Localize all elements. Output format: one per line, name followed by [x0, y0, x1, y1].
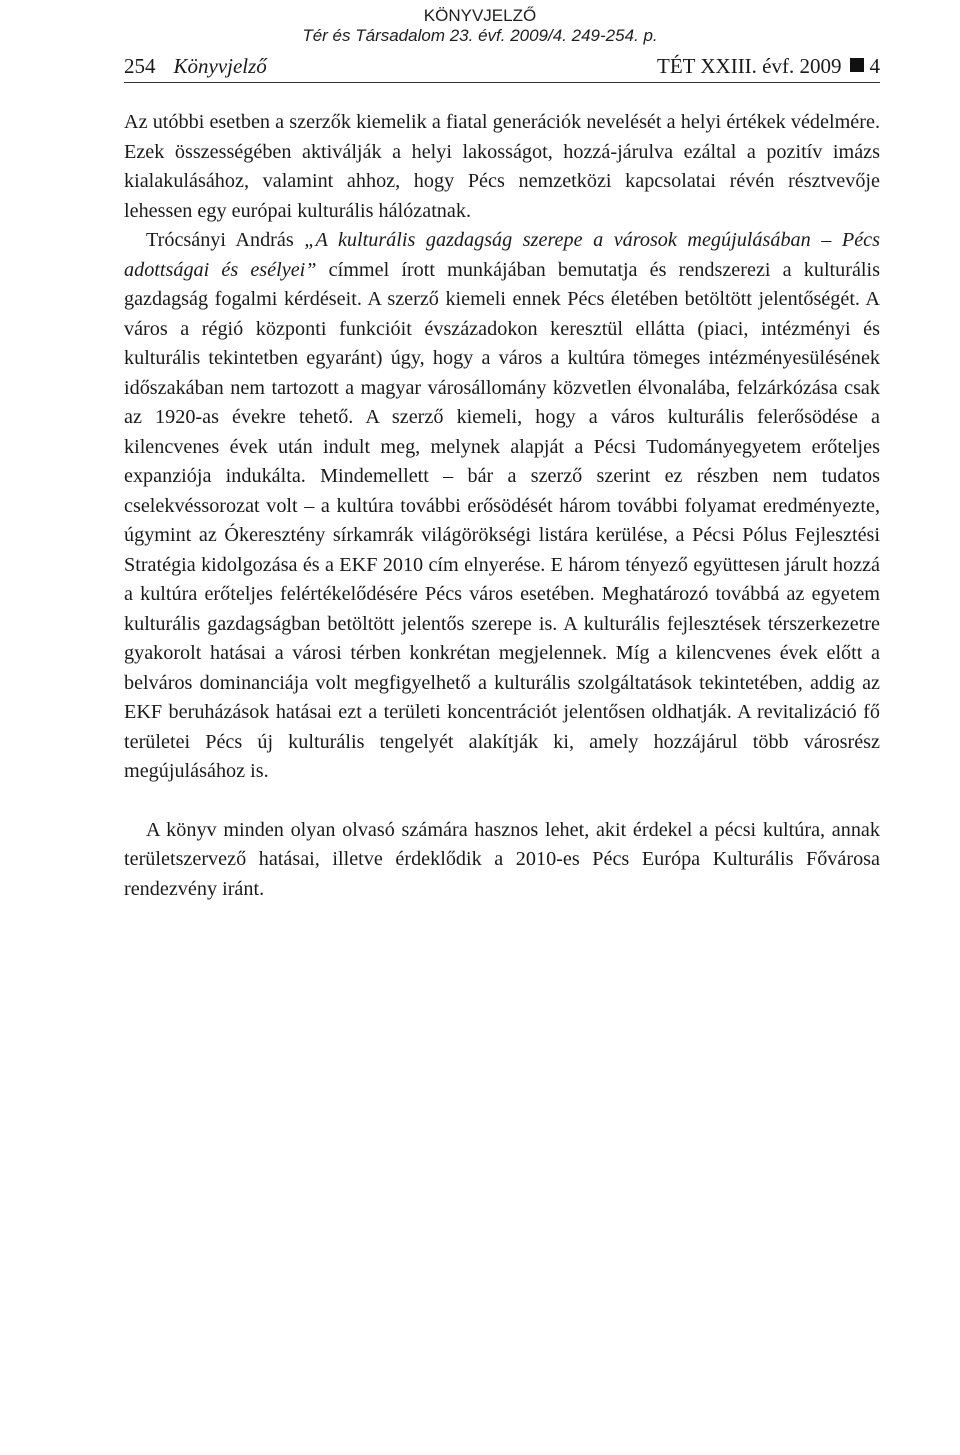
paragraph-2-work-title: „A kulturális gazdagság szerepe a városok megújulásában – Pécs adottságai és esélyei”	[124, 229, 880, 281]
paragraph-2-text: címmel írott munkájában bemutatja és rendszerezi a kulturális gazdagság fogalmi kérdéseit. A szerző kiemeli ennek Pécs életében betöltött jelentőségét. A város a régió központi funkcióit évszázadokon keresztül ellátta (piaci, intézményi és kulturális tekintetben egyaránt) úgy, hogy a város a kultúra tömeges intézményesülésének időszakában nem tartozott a magyar városállomány közvetlen élvonalába, felzárkózása csak az 1920-as évekre tehető. A szerző kiemeli, hogy a város kulturális felerősödése a kilencvenes évek után indult meg, melynek alapját a Pécsi Tudományegyetem erőteljes expanziója indukálta. Mindemellett – bár a szerző szerint ez részben nem tudatos cselekvéssorozat volt – a kultúra további erősödését három további folyamat eredményezte, úgymint az Ókeresztény sírkamrák világörökségi listára kerülése, a Pécsi Pólus Fejlesztési Stratégia kidolgozása és a EKF 2010 cím elnyerése. E három tényező együttesen járult hozzá a kultúra erőteljes felértékelődésére Pécs város esetében. Meghatározó továbbá az egyetem kulturális gazdagságban betöltött jelentős szerepe is. A kulturális fejlesztések térszerkezetre gyakorolt hatásai a városi térben konkrétan megjelennek. Míg a kilencvenes évek előtt a belváros dominanciája volt megfigyelhető a kulturális szolgáltatások tekintetében, addig az EKF beruházások hatásai ezt a területi koncentrációt jelentősen oldhatják. A revitalizáció fő területei Pécs új kulturális tengelyét alakítják ki, amely hozzájárul több városrész megújulásához is.	[124, 258, 881, 782]
issue-number: 4	[869, 54, 880, 78]
square-bullet-icon	[850, 58, 864, 72]
header-citation: Tér és Társadalom 23. évf. 2009/4. 249-254. p.	[302, 26, 658, 45]
body-text	[124, 108, 880, 904]
paragraph-2	[124, 226, 880, 787]
header-title: KÖNYVJELZŐ	[423, 6, 537, 25]
paragraph-1: Az utóbbi esetben a szerzők kiemelik a fiatal generációk nevelését a helyi értékek védelmére. Ezek összességében aktiválják a helyi lakosságot, hozzá-járulva ezáltal a pozitív imázs kialakulásához, valamint ahhoz, hogy Pécs nemzetközi kapcsolatai révén résztvevője lehessen egy európai kulturális hálózatnak.	[124, 111, 880, 222]
journal-info: TÉT XXIII. évf. 2009	[657, 54, 842, 78]
section-name: Könyvjelző	[173, 54, 267, 78]
paragraph-2-author: Trócsányi András	[146, 229, 305, 251]
document-header	[0, 6, 960, 46]
running-head-right	[657, 52, 880, 80]
running-head-left	[124, 52, 267, 80]
running-head	[124, 52, 880, 83]
paragraph-3: A könyv minden olyan olvasó számára hasznos lehet, akit érdekel a pécsi kultúra, annak területszervező hatásai, illetve érdeklődik a 2010-es Pécs Európa Kulturális Fővárosa rendezvény iránt.	[124, 818, 880, 900]
page-number: 254	[124, 54, 156, 78]
